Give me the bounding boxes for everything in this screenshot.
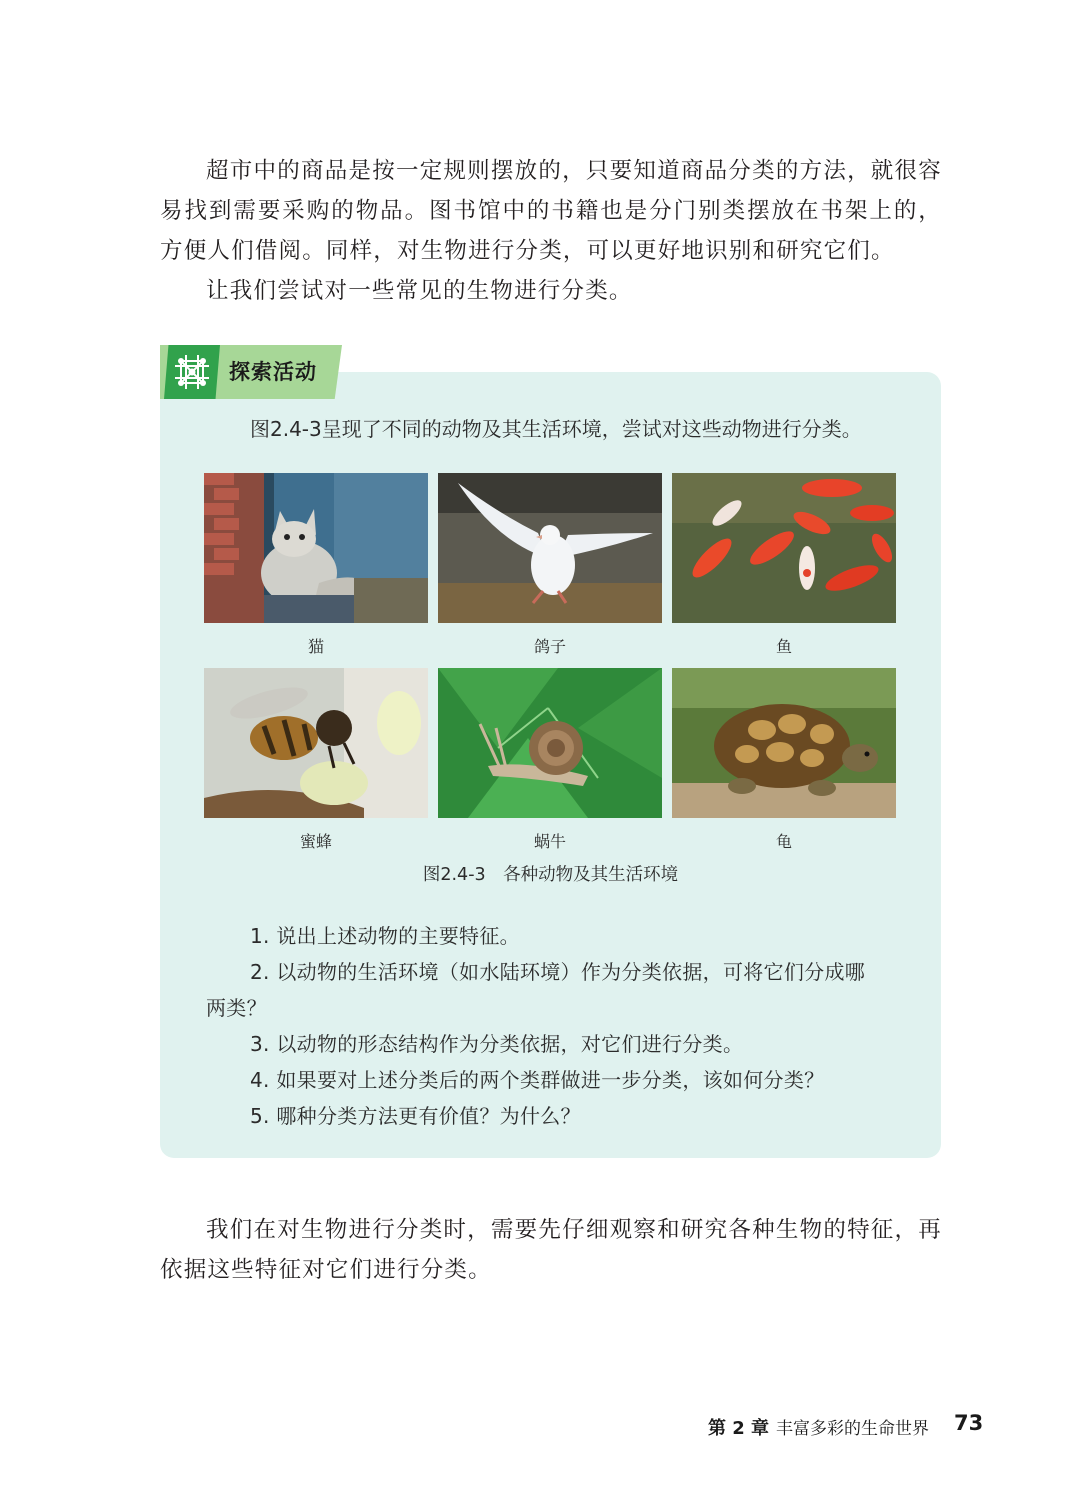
fish-photo xyxy=(672,473,896,623)
pigeon-photo xyxy=(438,473,662,623)
tortoise-photo xyxy=(672,668,896,818)
cat-photo xyxy=(204,473,428,623)
intro-paragraph: 超市中的商品是按一定规则摆放的，只要知道商品分类的方法，就很容易找到需要采购的物品。图书馆中的书籍也是分门别类摆放在书架上的，方便人们借阅。同样，对生物进行分类，可以更好地识别和研究它们。 xyxy=(160,158,942,264)
caption-tortoise: 龟 xyxy=(775,832,792,851)
activity-label: 探索活动 xyxy=(229,360,317,384)
caption-bee: 蜜蜂 xyxy=(299,832,332,851)
caption-cat: 猫 xyxy=(307,637,324,656)
footer-chapter-title: 丰富多彩的生命世界 xyxy=(776,1419,929,1439)
snail-photo xyxy=(438,668,662,818)
question-1: 1. 说出上述动物的主要特征。 xyxy=(250,924,520,948)
caption-pigeon: 鸽子 xyxy=(533,637,566,656)
question-2: 2. 以动物的生活环境（如水陆环境）作为分类依据，可将它们分成哪 xyxy=(250,960,866,984)
footer-chapter: 第 2 章 xyxy=(708,1418,770,1439)
caption-snail: 蜗牛 xyxy=(533,832,566,851)
question-5: 5. 哪种分类方法更有价值？为什么？ xyxy=(250,1104,581,1128)
question-3: 3. 以动物的形态结构作为分类依据，对它们进行分类。 xyxy=(250,1032,744,1056)
network-cube-icon xyxy=(164,345,220,399)
conclusion-paragraph: 我们在对生物进行分类时，需要先仔细观察和研究各种生物的特征，再依据这些特征对它们进行分类。 xyxy=(160,1217,942,1283)
intro-paragraph-2: 让我们尝试对一些常见的生物进行分类。 xyxy=(206,278,633,304)
bee-photo xyxy=(204,668,428,818)
figure-caption: 图2.4-3 各种动物及其生活环境 xyxy=(422,865,679,885)
question-2-continued: 两类？ xyxy=(206,996,267,1020)
question-4: 4. 如果要对上述分类后的两个类群做进一步分类，该如何分类？ xyxy=(250,1068,825,1092)
page-number: 73 xyxy=(954,1411,984,1435)
caption-fish: 鱼 xyxy=(775,637,792,656)
activity-prompt: 图2.4-3呈现了不同的动物及其生活环境，尝试对这些动物进行分类。 xyxy=(250,417,862,441)
